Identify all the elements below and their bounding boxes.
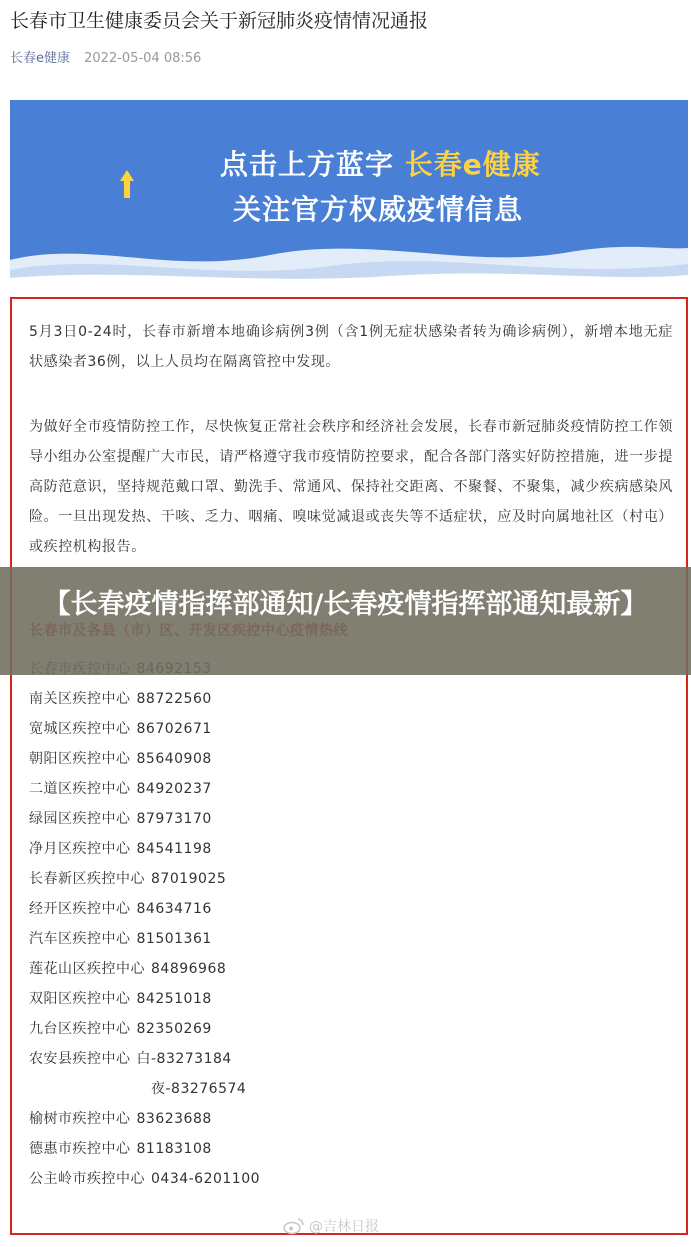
hotline-name: 二道区疾控中心 bbox=[29, 781, 131, 797]
banner-highlight: 长春e健康 bbox=[404, 148, 541, 181]
banner-prefix: 点击上方蓝字 bbox=[220, 148, 405, 181]
hotline-number: 81183108 bbox=[136, 1141, 212, 1157]
hotline-name: 净月区疾控中心 bbox=[29, 841, 131, 857]
hotline-list bbox=[29, 654, 669, 1194]
hotline-item bbox=[29, 744, 669, 774]
overlay-title: 【长春疫情指挥部通知/长春疫情指挥部通知最新】 bbox=[43, 589, 648, 620]
hotline-item bbox=[29, 804, 669, 834]
article-title: 长春市卫生健康委员会关于新冠肺炎疫情情况通报 bbox=[10, 10, 429, 32]
hotline-number: 83623688 bbox=[136, 1111, 212, 1127]
hotline-item bbox=[29, 1164, 669, 1194]
watermark-text: @吉林日报 bbox=[309, 1219, 379, 1235]
hotline-name: 绿园区疾控中心 bbox=[29, 811, 131, 827]
article-meta bbox=[10, 50, 201, 68]
hotline-name: 南关区疾控中心 bbox=[29, 691, 131, 707]
hotline-name: 经开区疾控中心 bbox=[29, 901, 131, 917]
paragraph-case-report: 5月3日0-24时，长春市新增本地确诊病例3例（含1例无症状感染者转为确诊病例），新增本地无症状感染者36例，以上人员均在隔离管控中发现。 bbox=[29, 324, 673, 370]
hotline-item bbox=[29, 1134, 669, 1164]
banner-waves bbox=[10, 230, 688, 285]
hotline-number: 84920237 bbox=[136, 781, 212, 797]
account-link[interactable]: 长春e健康 bbox=[10, 51, 70, 66]
hotline-number: 84896968 bbox=[151, 961, 227, 977]
hotline-number: 86702671 bbox=[136, 721, 212, 737]
hotline-item bbox=[29, 954, 669, 984]
hotline-number: 87019025 bbox=[151, 871, 227, 887]
hotline-name: 朝阳区疾控中心 bbox=[29, 751, 131, 767]
hotline-item bbox=[29, 834, 669, 864]
hotline-item bbox=[29, 714, 669, 744]
hotline-item bbox=[29, 1074, 669, 1104]
hotline-item bbox=[29, 864, 669, 894]
title-overlay bbox=[0, 567, 691, 675]
hotline-name: 九台区疾控中心 bbox=[29, 1021, 131, 1037]
hotline-name: 汽车区疾控中心 bbox=[29, 931, 131, 947]
hotline-number: 87973170 bbox=[136, 811, 212, 827]
hotline-item bbox=[29, 684, 669, 714]
hotline-name: 农安县疾控中心 bbox=[29, 1051, 131, 1067]
hotline-name: 长春新区疾控中心 bbox=[29, 871, 145, 887]
hotline-number: 82350269 bbox=[136, 1021, 212, 1037]
publish-date: 2022-05-04 08:56 bbox=[84, 51, 202, 66]
hotline-number: 84634716 bbox=[136, 901, 212, 917]
notice-content-box bbox=[10, 297, 688, 1235]
watermark bbox=[283, 1216, 379, 1236]
hotline-name: 莲花山区疾控中心 bbox=[29, 961, 145, 977]
hotline-item bbox=[29, 774, 669, 804]
hotline-name: 双阳区疾控中心 bbox=[29, 991, 131, 1007]
hotline-item bbox=[29, 1014, 669, 1044]
hotline-number: 88722560 bbox=[136, 691, 212, 707]
follow-banner bbox=[10, 100, 688, 285]
hotline-number: 夜-83276574 bbox=[151, 1081, 247, 1097]
paragraph-prevention: 为做好全市疫情防控工作，尽快恢复正常社会秩序和经济社会发展，长春市新冠肺炎疫情防控工作领导小组办公室提醒广大市民，请严格遵守我市疫情防控要求，配合各部门落实好防控措施，进一步提高防范意识，坚持规范戴口罩、勤洗手、常通风、保持社交距离、不聚餐、不聚集，减少疾病感染风险。一旦出现发热、干咳、乏力、咽痛、嗅味觉减退或丧失等不适症状，应及时向属地社区（村屯）或疾控机构报告。 bbox=[29, 419, 673, 555]
banner-line-1 bbox=[220, 147, 541, 183]
hotline-name: 公主岭市疾控中心 bbox=[29, 1171, 145, 1187]
hotline-name: 宽城区疾控中心 bbox=[29, 721, 131, 737]
hotline-name: 榆树市疾控中心 bbox=[29, 1111, 131, 1127]
hotline-number: 81501361 bbox=[136, 931, 212, 947]
hotline-name: 德惠市疾控中心 bbox=[29, 1141, 131, 1157]
hotline-number: 85640908 bbox=[136, 751, 212, 767]
hotline-number: 84251018 bbox=[136, 991, 212, 1007]
hotline-number: 0434-6201100 bbox=[151, 1171, 261, 1187]
banner-line-2: 关注官方权威疫情信息 bbox=[233, 193, 524, 226]
hotline-item bbox=[29, 984, 669, 1014]
arrow-up-icon bbox=[119, 168, 135, 200]
hotline-item bbox=[29, 924, 669, 954]
hotline-item bbox=[29, 894, 669, 924]
hotline-number: 白-83273184 bbox=[136, 1051, 232, 1067]
hotline-number: 84541198 bbox=[136, 841, 212, 857]
weibo-icon bbox=[283, 1217, 305, 1235]
hotline-item bbox=[29, 1044, 669, 1074]
hotline-item bbox=[29, 1104, 669, 1134]
